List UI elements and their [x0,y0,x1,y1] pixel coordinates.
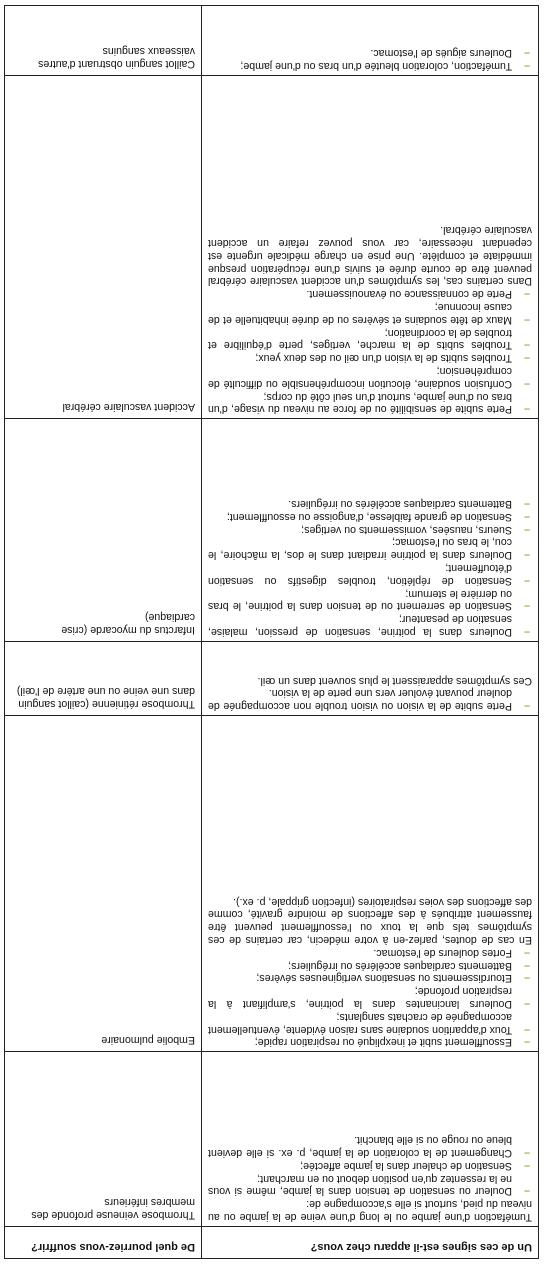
symptoms-cell [202,6,539,76]
table-row [5,716,539,1052]
symptom-item: – Douleurs lancinantes dans la poitrine, s'amplifiant à la respiration profonde; [208,984,532,1010]
symptom-item: – Perte subite de la vision ou vision trouble non accompagnée de douleur pouvant évoluer vers une perte de la vision. [208,687,532,713]
symptom-item: – Maux de tête soudains et sévères ou de durée inhabituelle et de cause inconnue; [208,300,532,326]
symptom-note: Dans certains cas, les symptômes d'un accident vasculaire cérébral peuvent être de courte durée et suivis d'une récupération presque immédiate et complète. Une prise en charge médicale urgente est cependant nécessaire, car vous pouvez refaire un accident vasculaire cérébral. [208,224,532,288]
symptom-list [208,687,532,713]
symptoms-table [4,5,539,1259]
symptoms-cell [202,716,539,1052]
symptom-item: – Douleurs aiguës de l'estomac. [208,47,532,60]
condition-cell: Accident vasculaire cérébral [5,76,202,419]
condition-cell: Infarctus du myocarde (crise cardiaque) [5,419,202,642]
table-row [5,6,539,76]
symptoms-cell [202,76,539,419]
table-row [5,76,539,419]
symptom-item: – Confusion soudaine, élocution incompréhensible ou difficulté de compréhension; [208,364,532,390]
symptom-item: – Perte subite de sensibilité ou de force au niveau du visage, d'un bras ou d'une jambe, surtout d'un seul côté du corps; [208,390,532,416]
symptom-list [208,1133,532,1197]
symptom-item: – Perte de connaissance ou évanouissement. [208,287,532,300]
symptom-item: – Tuméfaction, coloration bleutée d'un bras ou d'une jambe; [208,59,532,72]
symptom-list [208,287,532,415]
table-row [5,642,539,716]
condition-cell: Thrombose rétinienne (caillot sanguin dans une veine ou une artère de l'œil) [5,642,202,716]
condition-cell: Thrombose veineuse profonde des membres inférieurs [5,1052,202,1227]
symptom-item: – Troubles subits de la vision d'un œil ou des deux yeux; [208,351,532,364]
condition-cell: Caillot sanguin obstruant d'autres vaisseaux sanguins [5,6,202,76]
symptom-item: – Toux d'apparition soudaine sans raison évidente, éventuellement accompagnée de crachats sanglants; [208,1010,532,1036]
symptom-item: – Battements cardiaques accélérés ou irréguliers; [208,959,532,972]
symptom-item: – Troubles subits de la marche, vertiges, perte d'équilibre et troubles de la coordination; [208,326,532,352]
symptoms-cell [202,1052,539,1227]
symptom-item: – Fortes douleurs de l'estomac. [208,946,532,959]
symptom-item: – Etourdissements ou sensations vertigineuses sévères; [208,972,532,985]
symptom-item: – Sensation de chaleur dans la jambe affectée; [208,1159,532,1172]
symptom-item: – Battements cardiaques accélérés ou irréguliers. [208,497,532,510]
symptom-item: – Sensation de serrement ou de tension dans la poitrine, le bras ou derrière le sternum; [208,587,532,613]
symptom-item: – Essoufflement subit et inexpliqué ou respiration rapide; [208,1036,532,1049]
symptom-list [208,497,532,638]
symptom-list [208,47,532,73]
table-row [5,419,539,642]
symptom-item: – Changement de la coloration de la jambe, p. ex. si elle devient bleue ou rouge ou si elle blanchit. [208,1133,532,1159]
symptom-item: – Douleurs dans la poitrine, sensation de pression, malaise, sensation de pesanteur; [208,612,532,638]
condition-cell: Embolie pulmonaire [5,716,202,1052]
symptom-intro: Tuméfaction d'une jambe ou le long d'une veine de la jambe ou au niveau du pied, surtout si elle s'accompagne de: [208,1198,532,1223]
symptom-item: – Douleurs dans la poitrine irradiant dans le dos, la mâchoire, le cou, le bras ou l'estomac; [208,536,532,562]
symptom-item: – Sueurs, nausées, vomissements ou vertiges; [208,523,532,536]
symptoms-cell [202,642,539,716]
table-row [5,1052,539,1227]
symptom-list [208,946,532,1048]
symptom-item: – Sensation de grande faiblesse, d'angoisse ou essoufflement; [208,510,532,523]
header-condition: De quel pourriez-vous souffrir? [5,1226,202,1258]
symptom-item: – Sensation de réplétion, troubles digestifs ou sensation d'étouffement; [208,561,532,587]
symptom-note: Ces symptômes apparaissent le plus souvent dans un œil. [257,674,532,687]
table-header-row [5,1226,539,1258]
symptom-note: En cas de doutes, parlez-en à votre médecin, car certains de ces symptômes tels que la toux ou l'essoufflement peuvent être faussement attribués à des affections de moindre gravité, comme des affections des voies respiratoires (infection grippale, p. ex.). [208,895,532,946]
header-signs: Un de ces signes est-il apparu chez vous? [202,1226,539,1258]
symptoms-cell [202,419,539,642]
symptom-item: – Douleur ou sensation de tension dans la jambe, même si vous ne la ressentez qu'en position debout ou en marchant; [208,1172,532,1198]
